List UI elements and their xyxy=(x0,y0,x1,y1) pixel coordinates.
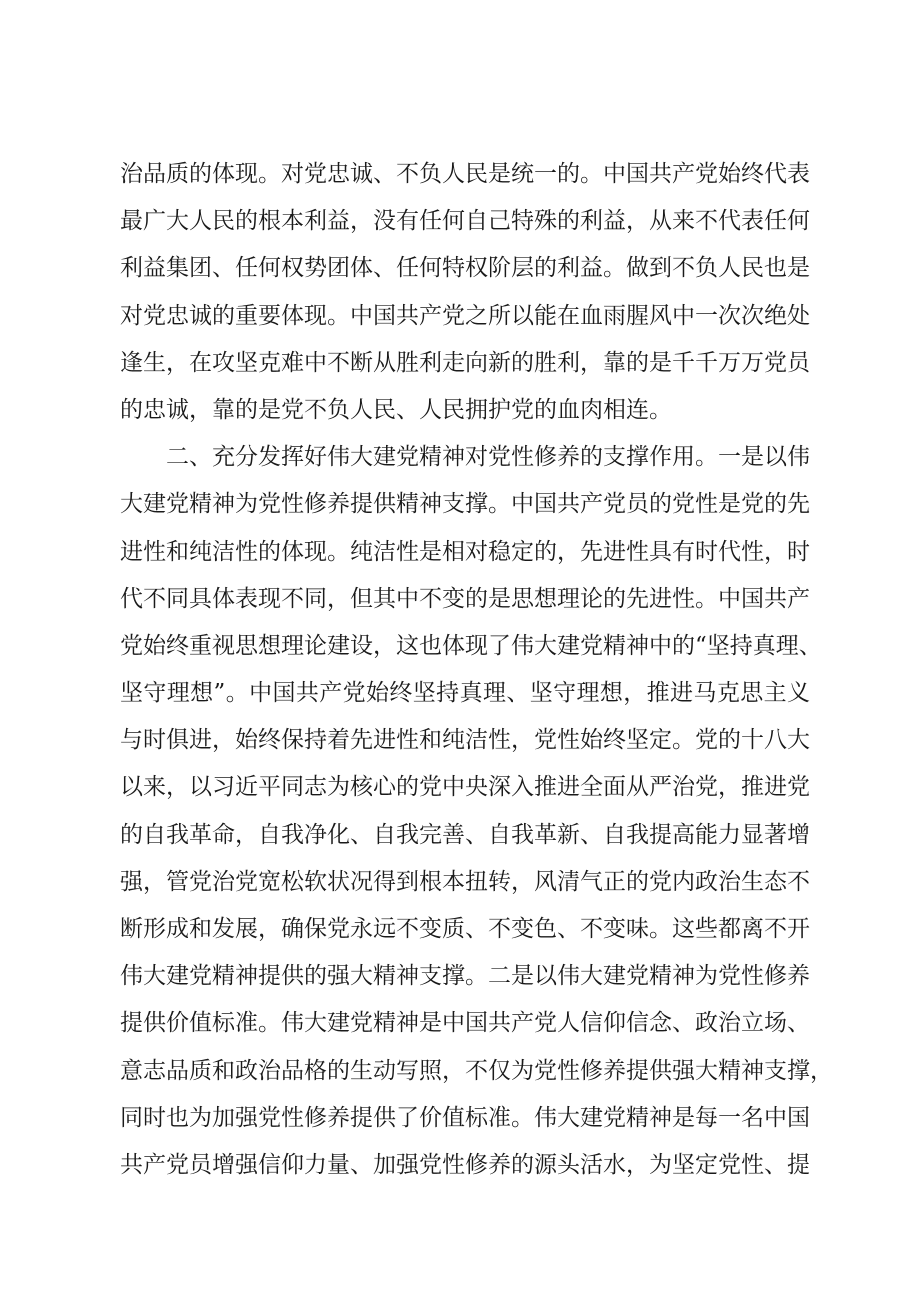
text-line: 二、充分发挥好伟大建党精神对党性修养的支撑作用。一是以伟 xyxy=(166,444,810,471)
text-line: 代不同具体表现不同，但其中不变的是思想理论的先进性。中国共产 xyxy=(120,585,810,612)
paragraph-loyalty-to-party xyxy=(120,151,810,434)
text-line: 治品质的体现。对党忠诚、不负人民是统一的。中国共产党始终代表 xyxy=(120,161,810,187)
text-line: 的忠诚，靠的是党不负人民、人民拥护党的血肉相连。 xyxy=(120,396,672,423)
text-line: 大建党精神为党性修养提供精神支撑。中国共产党员的党性是党的先 xyxy=(120,491,810,518)
text-line: 逢生，在攻坚克难中不断从胜利走向新的胜利，靠的是千千万万党员 xyxy=(120,349,810,376)
text-line: 对党忠诚的重要体现。中国共产党之所以能在血雨腥风中一次次绝处 xyxy=(120,302,810,329)
text-line: 断形成和发展，确保党永远不变质、不变色、不变味。这些都离不开 xyxy=(120,916,810,942)
text-line: 进性和纯洁性的体现。纯洁性是相对稳定的，先进性具有时代性，时 xyxy=(120,538,810,565)
text-line: 同时也为加强党性修养提供了价值标准。伟大建党精神是每一名中国 xyxy=(120,1104,810,1131)
document-body xyxy=(120,151,833,1189)
text-line: 意志品质和政治品格的生动写照，不仅为党性修养提供强大精神支撑， xyxy=(120,1057,833,1084)
paragraph-party-spirit-support xyxy=(120,434,833,1189)
text-line: 的自我革命，自我净化、自我完善、自我革新、自我提高能力显著增 xyxy=(120,821,810,848)
text-line: 利益集团、任何权势团体、任何特权阶层的利益。做到不负人民也是 xyxy=(120,255,810,282)
text-line: 伟大建党精神提供的强大精神支撑。二是以伟大建党精神为党性修养 xyxy=(120,963,810,990)
text-line: 强，管党治党宽松软状况得到根本扭转，风清气正的党内政治生态不 xyxy=(120,868,810,895)
text-line: 最广大人民的根本利益，没有任何自己特殊的利益，从来不代表任何 xyxy=(120,208,810,235)
text-line: 坚守理想”。中国共产党始终坚持真理、坚守理想，推进马克思主义 xyxy=(120,680,810,707)
text-line: 提供价值标准。伟大建党精神是中国共产党人信仰信念、政治立场、 xyxy=(120,1010,810,1037)
text-line: 与时俱进，始终保持着先进性和纯洁性，党性始终坚定。党的十八大 xyxy=(120,727,810,754)
text-line: 党始终重视思想理论建设，这也体现了伟大建党精神中的“坚持真理、 xyxy=(120,632,822,659)
text-line: 以来，以习近平同志为核心的党中央深入推进全面从严治党，推进党 xyxy=(120,774,810,801)
text-line: 共产党员增强信仰力量、加强党性修养的源头活水，为坚定党性、提 xyxy=(120,1151,810,1178)
